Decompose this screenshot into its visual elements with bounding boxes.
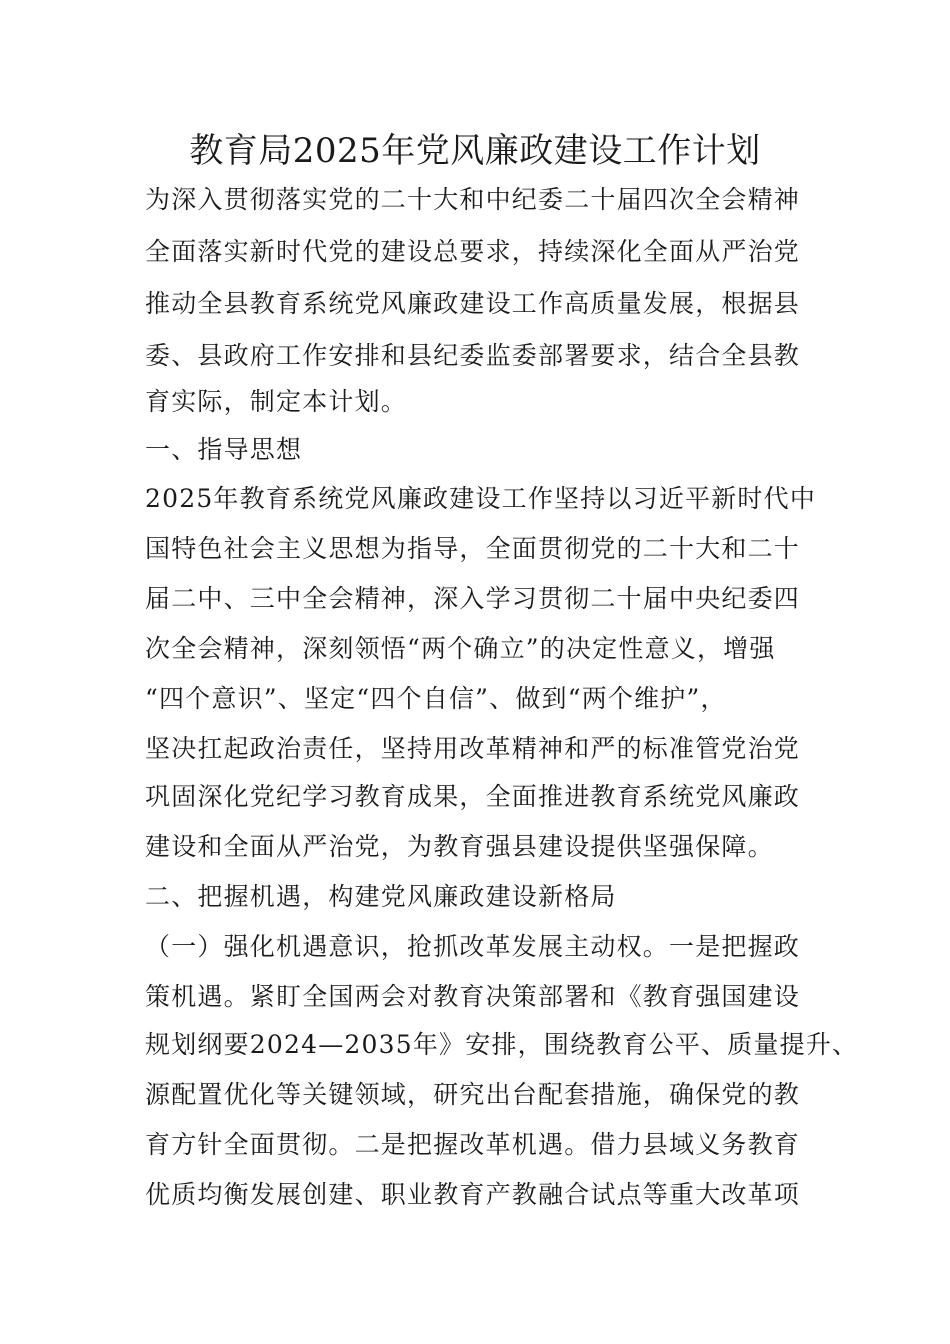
body-line: （一）强化机遇意识，抢抓改革发展主动权。一是把握政 (145, 932, 801, 961)
body-line: 规划纲要2024—2035年》安排，围绕教育公平、质量提升、 (145, 1030, 859, 1059)
body-line: 委、县政府工作安排和县纪委监委部署要求，结合全县教 (145, 341, 801, 370)
body-line: 优质均衡发展创建、职业教育产教融合试点等重大改革项 (145, 1180, 801, 1209)
body-line: 巩固深化党纪学习教育成果，全面推进教育系统党风廉政 (145, 782, 801, 811)
body-line: 育实际，制定本计划。 (145, 387, 408, 416)
body-line: “四个意识”、坚定“四个自信”、做到“两个维护”， (145, 684, 727, 713)
body-line: 全面落实新时代党的建设总要求，持续深化全面从严治党 (145, 237, 801, 266)
document-title: 教育局2025年党风廉政建设工作计划 (189, 131, 761, 171)
section-heading: 二、把握机遇，构建党风廉政建设新格局 (145, 882, 617, 911)
section-heading: 一、指导思想 (145, 435, 303, 464)
body-line: 届二中、三中全会精神，深入学习贯彻二十届中央纪委四 (145, 584, 801, 613)
body-line: 国特色社会主义思想为指导，全面贯彻党的二十大和二十 (145, 534, 801, 563)
body-line: 策机遇。紧盯全国两会对教育决策部署和《教育强国建设 (145, 982, 801, 1011)
body-line: 育方针全面贯彻。二是把握改革机遇。借力县域义务教育 (145, 1130, 801, 1159)
body-line: 推动全县教育系统党风廉政建设工作高质量发展，根据县 (145, 289, 801, 318)
body-line: 建设和全面从严治党，为教育强县建设提供坚强保障。 (145, 832, 774, 861)
body-line: 为深入贯彻落实党的二十大和中纪委二十届四次全会精神 (145, 185, 801, 214)
body-line: 坚决扛起政治责任，坚持用改革精神和严的标准管党治党 (145, 734, 801, 763)
body-line: 源配置优化等关键领域，研究出台配套措施，确保党的教 (145, 1080, 801, 1109)
body-line: 2025年教育系统党风廉政建设工作坚持以习近平新时代中 (145, 484, 817, 513)
body-line: 次全会精神，深刻领悟“两个确立”的决定性意义，增强 (145, 634, 776, 663)
